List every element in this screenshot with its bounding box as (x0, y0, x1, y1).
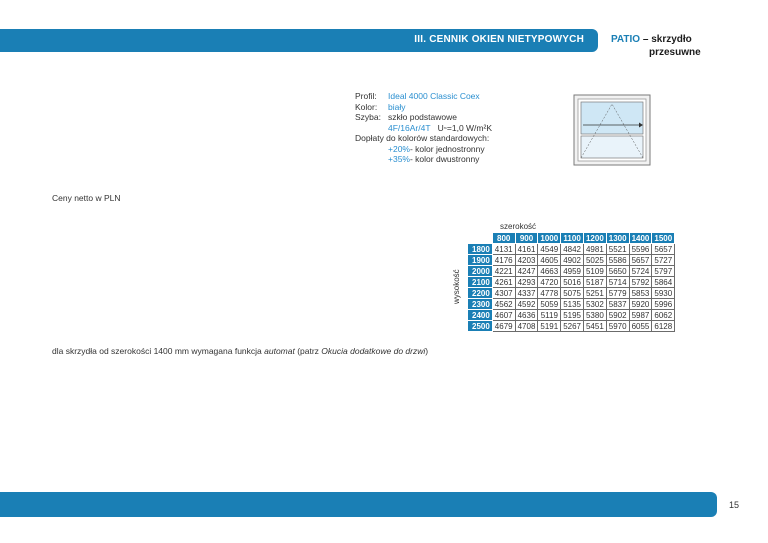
section-title: III. CENNIK OKIEN NIETYPOWYCH (414, 34, 584, 45)
sliding-window-diagram-icon (573, 94, 651, 166)
price-cell: 5380 (583, 310, 606, 321)
table-corner (468, 233, 493, 244)
row-header: 2300 (468, 299, 493, 310)
price-cell: 5987 (629, 310, 652, 321)
prices-note: Ceny netto w PLN (52, 193, 121, 203)
price-cell: 5195 (561, 310, 584, 321)
footnote-reference: Okucia dodatkowe do drzwi (321, 346, 426, 356)
table-row (468, 266, 675, 277)
price-cell: 5853 (629, 288, 652, 299)
price-cell: 4562 (492, 299, 515, 310)
price-cell: 5727 (652, 255, 675, 266)
column-header: 1400 (629, 233, 652, 244)
price-cell: 4247 (515, 266, 538, 277)
price-cell: 5970 (606, 321, 629, 332)
column-header: 1200 (583, 233, 606, 244)
price-cell: 5119 (538, 310, 561, 321)
uw-label: U (437, 122, 444, 133)
column-header: 1300 (606, 233, 629, 244)
column-header: 1500 (652, 233, 675, 244)
price-cell: 4307 (492, 288, 515, 299)
price-cell: 4663 (538, 266, 561, 277)
price-cell: 5930 (652, 288, 675, 299)
table-row (468, 288, 675, 299)
price-cell: 5902 (606, 310, 629, 321)
product-heading (611, 33, 701, 59)
price-cell: 5996 (652, 299, 675, 310)
price-cell: 5650 (606, 266, 629, 277)
price-cell: 5657 (629, 255, 652, 266)
price-cell: 4293 (515, 277, 538, 288)
table-row (468, 310, 675, 321)
price-cell: 6128 (652, 321, 675, 332)
price-cell: 5025 (583, 255, 606, 266)
price-cell: 4592 (515, 299, 538, 310)
kolor-value: biały (388, 101, 406, 112)
color1-pct: +20% (388, 143, 410, 154)
row-header: 2500 (468, 321, 493, 332)
profil-label: Profil: (355, 91, 377, 101)
price-cell: 5920 (629, 299, 652, 310)
price-cell: 5451 (583, 321, 606, 332)
product-subtitle-line2: przesuwne (649, 47, 701, 58)
price-cell: 6062 (652, 310, 675, 321)
column-header: 1000 (538, 233, 561, 244)
row-header: 2000 (468, 266, 493, 277)
table-row (468, 255, 675, 266)
price-cell: 4902 (561, 255, 584, 266)
price-cell: 4176 (492, 255, 515, 266)
product-subtitle: – skrzydło (640, 34, 692, 45)
price-cell: 5191 (538, 321, 561, 332)
uw-sub: ₘ (443, 124, 447, 131)
doplaty-label: Dopłaty do kolorów standardowych: (355, 133, 490, 143)
price-cell: 4261 (492, 277, 515, 288)
price-cell: 5724 (629, 266, 652, 277)
price-cell: 4203 (515, 255, 538, 266)
row-header: 1800 (468, 244, 493, 255)
column-header: 900 (515, 233, 538, 244)
price-cell: 5135 (561, 299, 584, 310)
price-cell: 5016 (561, 277, 584, 288)
price-cell: 5187 (583, 277, 606, 288)
price-cell: 4131 (492, 244, 515, 255)
price-cell: 5864 (652, 277, 675, 288)
table-header-row (468, 233, 675, 244)
price-cell: 4636 (515, 310, 538, 321)
footnote (52, 346, 428, 356)
footnote-part5: ) (425, 346, 429, 356)
price-cell: 5837 (606, 299, 629, 310)
price-cell: 5792 (629, 277, 652, 288)
price-cell: 5267 (561, 321, 584, 332)
footnote-automat: automat (264, 346, 295, 356)
footnote-part1: dla skrzydła od szerokości 1400 mm wymagana funkcja (52, 346, 265, 356)
price-cell: 5075 (561, 288, 584, 299)
price-cell: 5657 (652, 244, 675, 255)
price-table (467, 232, 675, 332)
price-cell: 4708 (515, 321, 538, 332)
row-header: 2200 (468, 288, 493, 299)
price-cell: 5521 (606, 244, 629, 255)
specifications (355, 91, 492, 165)
price-cell: 5109 (583, 266, 606, 277)
price-cell: 4607 (492, 310, 515, 321)
row-header: 2100 (468, 277, 493, 288)
price-cell: 4549 (538, 244, 561, 255)
szyba-value: szkło podstawowe (388, 112, 457, 122)
glass-code: 4F/16Ar/4T (388, 122, 431, 133)
price-cell: 4679 (492, 321, 515, 332)
uw-value: =1,0 W/m²K (446, 122, 492, 133)
szyba-label: Szyba: (355, 112, 381, 122)
price-cell: 5302 (583, 299, 606, 310)
price-cell: 4161 (515, 244, 538, 255)
column-header: 1100 (561, 233, 584, 244)
price-cell: 5059 (538, 299, 561, 310)
price-cell: 4221 (492, 266, 515, 277)
color1-text: - kolor jednostronny (409, 143, 485, 154)
price-cell: 5586 (606, 255, 629, 266)
price-cell: 5714 (606, 277, 629, 288)
row-header: 1900 (468, 255, 493, 266)
price-cell: 4605 (538, 255, 561, 266)
profil-value: Ideal 4000 Classic Coex (388, 91, 480, 101)
price-cell: 5779 (606, 288, 629, 299)
footer-bar (0, 492, 717, 517)
column-header: 800 (492, 233, 515, 244)
footnote-part3: (patrz (294, 346, 322, 356)
product-name: PATIO (611, 34, 641, 45)
kolor-label: Kolor: (355, 101, 378, 112)
table-row (468, 299, 675, 310)
price-cell: 5596 (629, 244, 652, 255)
page-number: 15 (729, 500, 740, 510)
price-cell: 4337 (515, 288, 538, 299)
row-header: 2400 (468, 310, 493, 321)
height-caption: wysokość (452, 269, 461, 304)
table-row (468, 244, 675, 255)
header-bar (0, 29, 598, 52)
price-cell: 4720 (538, 277, 561, 288)
price-cell: 4778 (538, 288, 561, 299)
price-cell: 5797 (652, 266, 675, 277)
color2-text: - kolor dwustronny (409, 154, 480, 164)
price-cell: 6055 (629, 321, 652, 332)
price-cell: 4981 (583, 244, 606, 255)
price-cell: 5251 (583, 288, 606, 299)
table-row (468, 321, 675, 332)
table-row (468, 277, 675, 288)
price-cell: 4959 (561, 266, 584, 277)
price-cell: 4842 (561, 244, 584, 255)
width-caption: szerokość (500, 222, 537, 231)
color2-pct: +35% (388, 154, 410, 164)
